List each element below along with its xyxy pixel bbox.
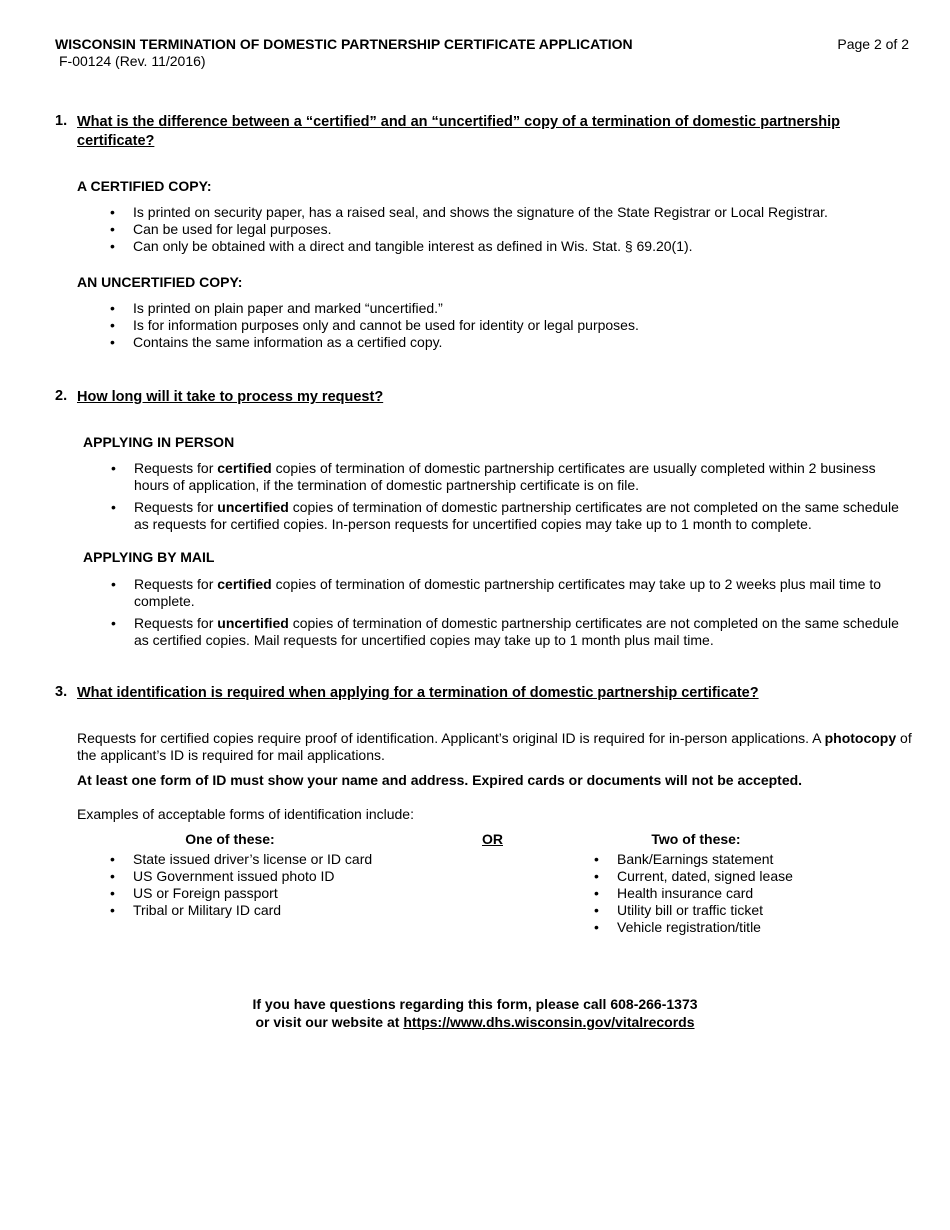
question-text: What is the difference between a “certified” and an “uncertified” copy of a termination of domestic partnership certificate? [77, 114, 840, 149]
list-item: • State issued driver’s license or ID card [110, 851, 440, 868]
two-of-these-list [594, 851, 894, 936]
applying-by-mail-heading: APPLYING BY MAIL [83, 549, 215, 565]
question-text: What identification is required when applying for a termination of domestic partnership certificate? [77, 685, 759, 701]
question-number: 3. [55, 684, 68, 700]
list-item: • Requests for uncertified copies of termination of domestic partnership certificates are not completed on the same schedule as requests for certified copies. In-person requests for uncertified copies may take up to 1 month to complete. [111, 499, 906, 533]
page-number: Page 2 of 2 [837, 36, 909, 52]
in-person-list [111, 460, 906, 533]
list-item: • Current, dated, signed lease [594, 868, 894, 885]
list-item: • Vehicle registration/title [594, 919, 894, 936]
list-item: • Requests for certified copies of termination of domestic partnership certificates may take up to 2 weeks plus mail time to complete. [111, 576, 906, 610]
list-item: • Can be used for legal purposes. [110, 221, 910, 238]
question-number: 1. [55, 113, 68, 129]
or-label: OR [482, 831, 503, 847]
question-1 [55, 113, 905, 151]
list-item: • Requests for certified copies of termination of domestic partnership certificates are usually completed within 2 business hours of application, if the termination of domestic partnership certificate is on file. [111, 460, 906, 494]
examples-intro: Examples of acceptable forms of identification include: [77, 806, 414, 822]
contact-website-line: or visit our website at https://www.dhs.wisconsin.gov/vitalrecords [255, 1014, 695, 1030]
list-item: • Health insurance card [594, 885, 894, 902]
uncertified-copy-list [110, 300, 910, 351]
id-requirements-paragraph: Requests for certified copies require proof of identification. Applicant’s original ID is required for in-person applications. A photocopy of the applicant’s ID is required for mail applications. [77, 730, 912, 763]
certified-copy-list [110, 204, 910, 255]
list-item: • Is printed on security paper, has a raised seal, and shows the signature of the State Registrar or Local Registrar. [110, 204, 910, 221]
by-mail-list [111, 576, 906, 649]
question-number: 2. [55, 388, 68, 404]
one-of-these-list [110, 851, 440, 919]
list-item: • Is for information purposes only and cannot be used for identity or legal purposes. [110, 317, 910, 334]
question-2 [55, 388, 905, 407]
applying-in-person-heading: APPLYING IN PERSON [83, 434, 235, 450]
list-item: • Bank/Earnings statement [594, 851, 894, 868]
list-item: • Is printed on plain paper and marked “uncertified.” [110, 300, 910, 317]
contact-phone-line: If you have questions regarding this form, please call 608-266-1373 [252, 996, 698, 1012]
form-title: WISCONSIN TERMINATION OF DOMESTIC PARTNERSHIP CERTIFICATE APPLICATION [55, 36, 633, 52]
question-text: How long will it take to process my request? [77, 389, 384, 405]
uncertified-copy-heading: AN UNCERTIFIED COPY: [77, 274, 243, 290]
list-item: • US Government issued photo ID [110, 868, 440, 885]
list-item: • Utility bill or traffic ticket [594, 902, 894, 919]
contact-info [0, 995, 950, 1031]
question-3 [55, 684, 905, 703]
one-of-these-heading: One of these: [185, 831, 275, 847]
list-item: • Requests for uncertified copies of termination of domestic partnership certificates are not completed on the same schedule as certified copies. Mail requests for uncertified copies may take up to 1 month plus mail time. [111, 615, 906, 649]
two-of-these-heading: Two of these: [651, 831, 741, 847]
id-warning: At least one form of ID must show your name and address. Expired cards or documents will not be accepted. [77, 772, 803, 788]
list-item: • Tribal or Military ID card [110, 902, 440, 919]
list-item: • Can only be obtained with a direct and tangible interest as defined in Wis. Stat. § 69.20(1). [110, 238, 910, 255]
website-link[interactable]: https://www.dhs.wisconsin.gov/vitalrecords [403, 1014, 695, 1030]
list-item: • Contains the same information as a certified copy. [110, 334, 910, 351]
form-number: F-00124 (Rev. 11/2016) [59, 53, 206, 69]
certified-copy-heading: A CERTIFIED COPY: [77, 178, 212, 194]
list-item: • US or Foreign passport [110, 885, 440, 902]
